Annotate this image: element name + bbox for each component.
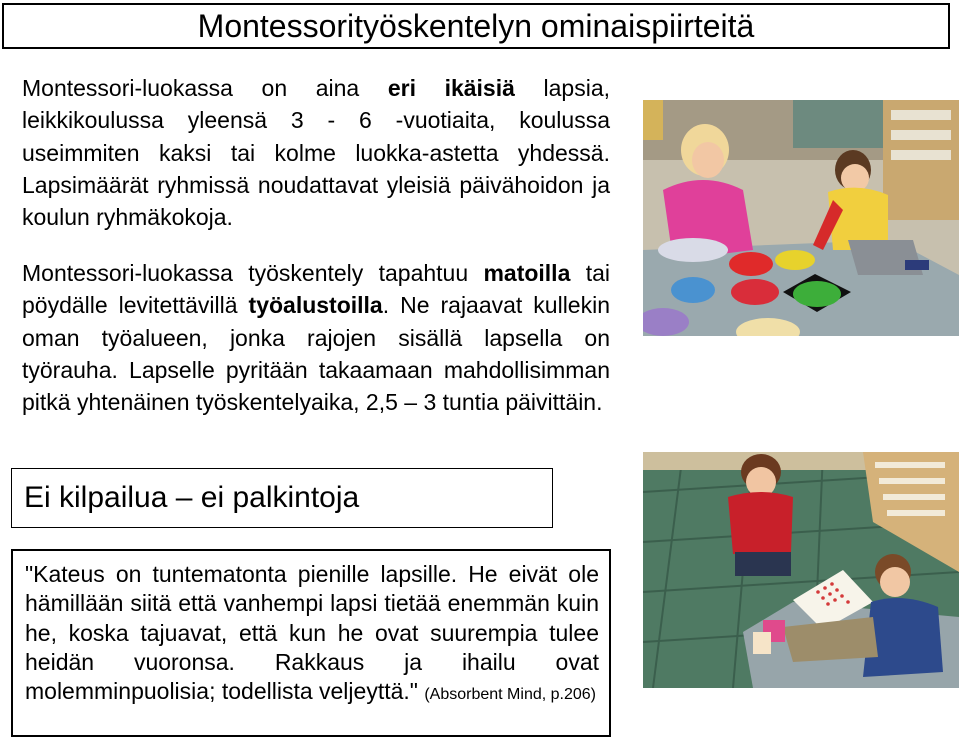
slide-title [2, 3, 950, 49]
intro-text-2: lapsia, leikkikoulussa yleensä 3 - 6 -vuotiaita, koulussa useimmiten kaksi tai kolme luokka-astetta yhdessä. Lapsimäärät ryhmissä noudattavat yleisiä päivähoidon ja koulun ryhmäkokoja. [22, 75, 610, 231]
work-bold-1: matoilla [483, 260, 571, 286]
subheading: Ei kilpailua – ei palkintoja [24, 481, 360, 514]
quote-box [11, 549, 611, 737]
intro-bold: eri ikäisiä [387, 75, 515, 101]
intro-text-1: Montessori-luokassa on aina [22, 75, 388, 101]
work-text-1: Montessori-luokassa työskentely tapahtuu [22, 260, 484, 286]
work-text-3: . Ne rajaavat kullekin oman työalueen, jonka rajojen sisällä lapsella on työrauha. Lapselle pyritään takaamaan mahdollisimman pitkä yhtenäinen työskentelyaika, 2,5 – 3 tuntia päivittäin. [22, 292, 610, 416]
subheading-box [11, 468, 553, 528]
work-bold-2: työalustoilla [248, 292, 383, 319]
work-paragraph [22, 257, 610, 418]
quote-text: "Kateus on tuntematonta pienille lapsille. He eivät ole hämillään siitä että vanhempi lapsi tietää enemmän kuin he, koska tajuavat, että kun he ovat suurempia tulee heidän vuoronsa. Rakkaus ja ihailu ovat molemminpuolisia; todellista veljeyttä." [25, 561, 599, 705]
classroom-photo-bead-material [643, 452, 959, 688]
intro-paragraph [22, 72, 610, 233]
classroom-photo-fraction-circles [643, 100, 959, 336]
work-text-2: tai pöydälle levitettävillä [22, 260, 610, 319]
slide-title-text: Montessorityöskentelyn ominaispiirteitä [197, 7, 755, 44]
quote-citation: (Absorbent Mind, p.206) [424, 686, 596, 704]
